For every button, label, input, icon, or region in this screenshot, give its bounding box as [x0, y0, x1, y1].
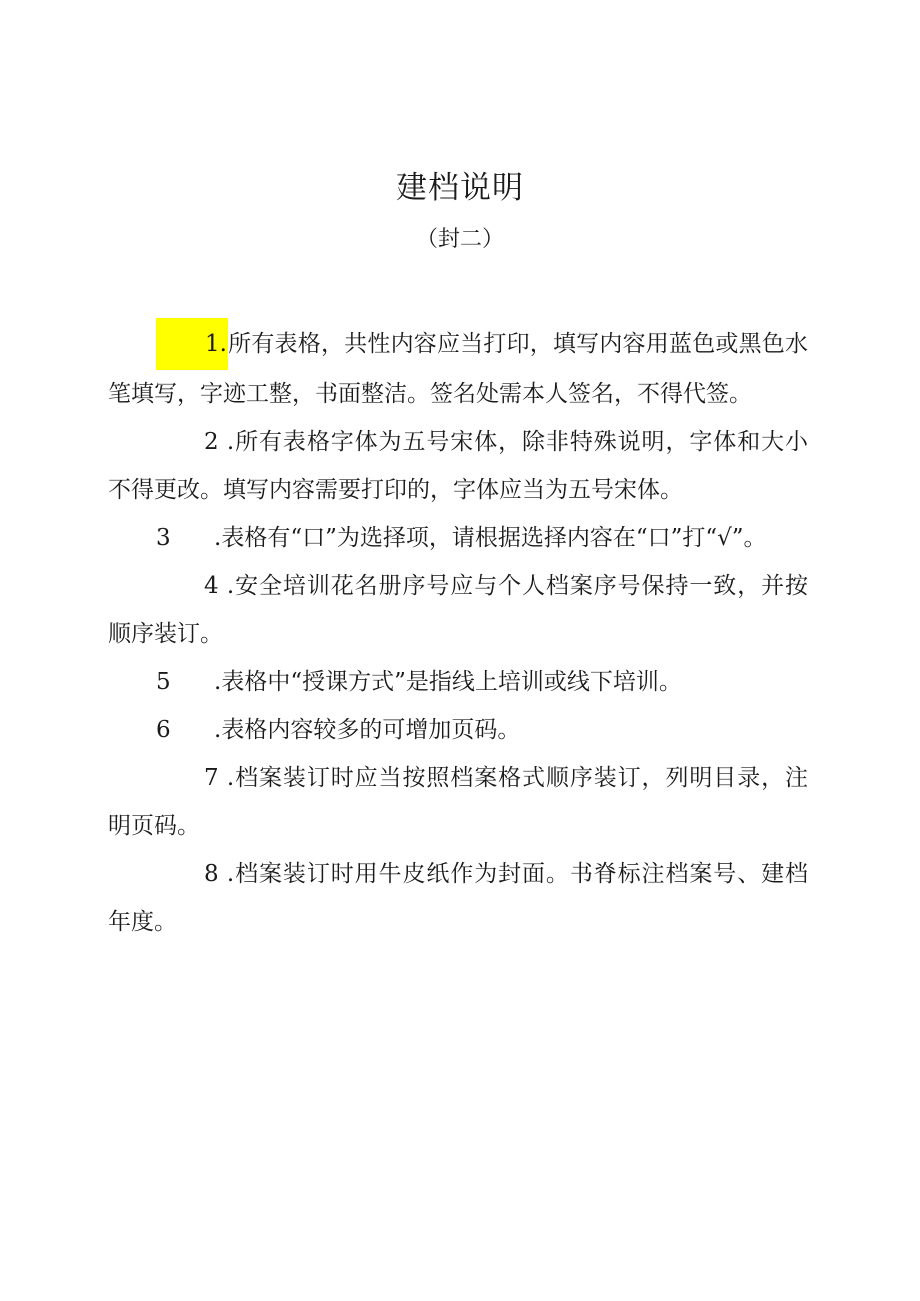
list-item-5: [108, 658, 808, 706]
list-item-1: [108, 318, 808, 418]
list-item-6: [108, 706, 808, 754]
item-text: 档案装订时用牛皮纸作为封面。书脊标注档案号、建档年度。: [108, 861, 809, 935]
item-separator: .: [218, 765, 235, 791]
item-number: 5: [156, 669, 171, 695]
item-separator: .: [218, 861, 235, 887]
item-number: 3: [156, 525, 171, 551]
item-number: 1.: [156, 318, 228, 370]
list-item-3: [108, 514, 808, 562]
item-text: 表格内容较多的可增加页码。: [221, 717, 521, 743]
item-number: 4: [204, 573, 219, 599]
page-title: 建档说明: [396, 170, 524, 206]
item-text: 所有表格字体为五号宋体，除非特殊说明，字体和大小不得更改。填写内容需要打印的，字体应当为五号宋体。: [108, 429, 809, 503]
list-item-4: [108, 562, 808, 658]
page-subtitle: （封二）: [415, 227, 504, 252]
list-item-7: [108, 754, 808, 850]
item-number: 2: [204, 429, 219, 455]
item-separator: .: [214, 669, 222, 695]
item-number: 6: [156, 717, 171, 743]
item-text: 安全培训花名册序号应与个人档案序号保持一致，并按顺序装订。: [108, 573, 809, 647]
item-separator: .: [214, 717, 222, 743]
list-item-8: [108, 850, 808, 946]
item-separator: .: [214, 525, 222, 551]
instruction-list: [108, 318, 808, 946]
item-number: 8: [204, 861, 219, 887]
list-item-2: [108, 418, 808, 514]
item-text: 表格中“授课方式”是指线上培训或线下培训。: [221, 669, 682, 695]
item-text: 档案装订时应当按照档案格式顺序装订，列明目录，注明页码。: [108, 765, 809, 839]
item-text: 表格有“口”为选择项，请根据选择内容在“口”打“√”。: [221, 525, 767, 551]
item-separator: .: [218, 429, 235, 455]
item-separator: .: [218, 573, 235, 599]
item-number: 7: [204, 765, 219, 791]
item-text: 所有表格，共性内容应当打印，填写内容用蓝色或黑色水笔填写，字迹工整，书面整洁。签名处需本人签名，不得代签。: [108, 331, 808, 407]
